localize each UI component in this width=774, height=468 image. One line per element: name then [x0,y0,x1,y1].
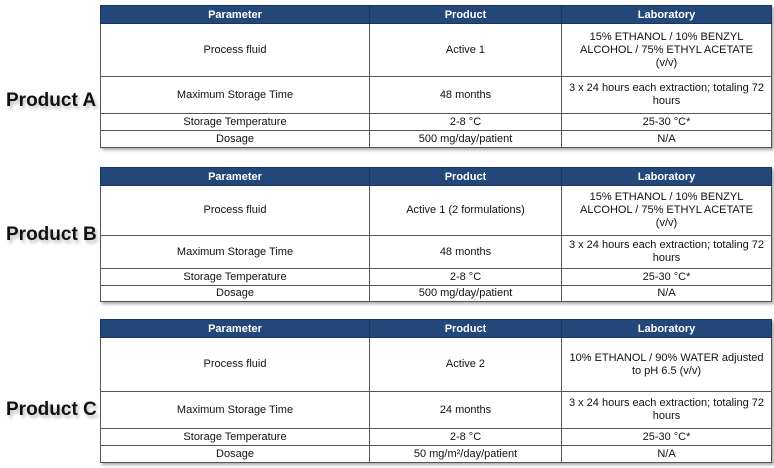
header-laboratory: Laboratory [562,6,772,24]
lab-cell: N/A [562,286,772,302]
param-cell: Dosage [101,286,370,302]
header-product: Product [370,6,562,24]
product-c-table [100,319,772,463]
header-laboratory: Laboratory [562,320,772,338]
product-cell: 48 months [370,77,562,114]
product-cell: 2-8 °C [370,429,562,446]
lab-cell: 3 x 24 hours each extraction; totaling 72 hours [562,392,772,429]
param-cell: Dosage [101,131,370,148]
lab-cell: N/A [562,131,772,148]
product-cell: 2-8 °C [370,269,562,286]
product-c-label: Product C [6,399,97,420]
table-header-row [101,168,772,186]
table-row [101,446,772,463]
product-a-label: Product A [6,90,97,111]
header-laboratory: Laboratory [562,168,772,186]
table-row [101,131,772,148]
table-row [101,24,772,77]
header-parameter: Parameter [101,320,370,338]
table-row [101,77,772,114]
product-cell: 500 mg/day/patient [370,286,562,302]
table-row [101,429,772,446]
param-cell: Maximum Storage Time [101,77,370,114]
table-row [101,286,772,302]
product-b-table [100,167,772,302]
lab-cell: 10% ETHANOL / 90% WATER adjusted to pH 6.5 (v/v) [562,338,772,392]
table-row [101,114,772,131]
lab-cell: 3 x 24 hours each extraction; totaling 72 hours [562,236,772,269]
table-row [101,186,772,236]
table-row [101,392,772,429]
header-product: Product [370,168,562,186]
lab-cell: 15% ETHANOL / 10% BENZYL ALCOHOL / 75% ETHYL ACETATE (v/v) [562,186,772,236]
product-a-table [100,5,772,148]
header-parameter: Parameter [101,168,370,186]
product-cell: Active 1 (2 formulations) [370,186,562,236]
lab-cell: N/A [562,446,772,463]
lab-cell: 15% ETHANOL / 10% BENZYL ALCOHOL / 75% ETHYL ACETATE (v/v) [562,24,772,77]
param-cell: Maximum Storage Time [101,392,370,429]
product-cell: 500 mg/day/patient [370,131,562,148]
product-cell: Active 2 [370,338,562,392]
product-cell: 24 months [370,392,562,429]
param-cell: Process fluid [101,338,370,392]
header-product: Product [370,320,562,338]
table-row [101,269,772,286]
lab-cell: 25-30 °C* [562,114,772,131]
product-cell: 50 mg/m²/day/patient [370,446,562,463]
lab-cell: 25-30 °C* [562,269,772,286]
param-cell: Maximum Storage Time [101,236,370,269]
lab-cell: 3 x 24 hours each extraction; totaling 72 hours [562,77,772,114]
table-row [101,236,772,269]
product-cell: 2-8 °C [370,114,562,131]
lab-cell: 25-30 °C* [562,429,772,446]
param-cell: Storage Temperature [101,269,370,286]
product-b-label: Product B [6,224,97,245]
header-parameter: Parameter [101,6,370,24]
param-cell: Storage Temperature [101,114,370,131]
product-cell: 48 months [370,236,562,269]
param-cell: Process fluid [101,186,370,236]
table-header-row [101,6,772,24]
param-cell: Process fluid [101,24,370,77]
product-cell: Active 1 [370,24,562,77]
table-row [101,338,772,392]
param-cell: Storage Temperature [101,429,370,446]
table-header-row [101,320,772,338]
param-cell: Dosage [101,446,370,463]
